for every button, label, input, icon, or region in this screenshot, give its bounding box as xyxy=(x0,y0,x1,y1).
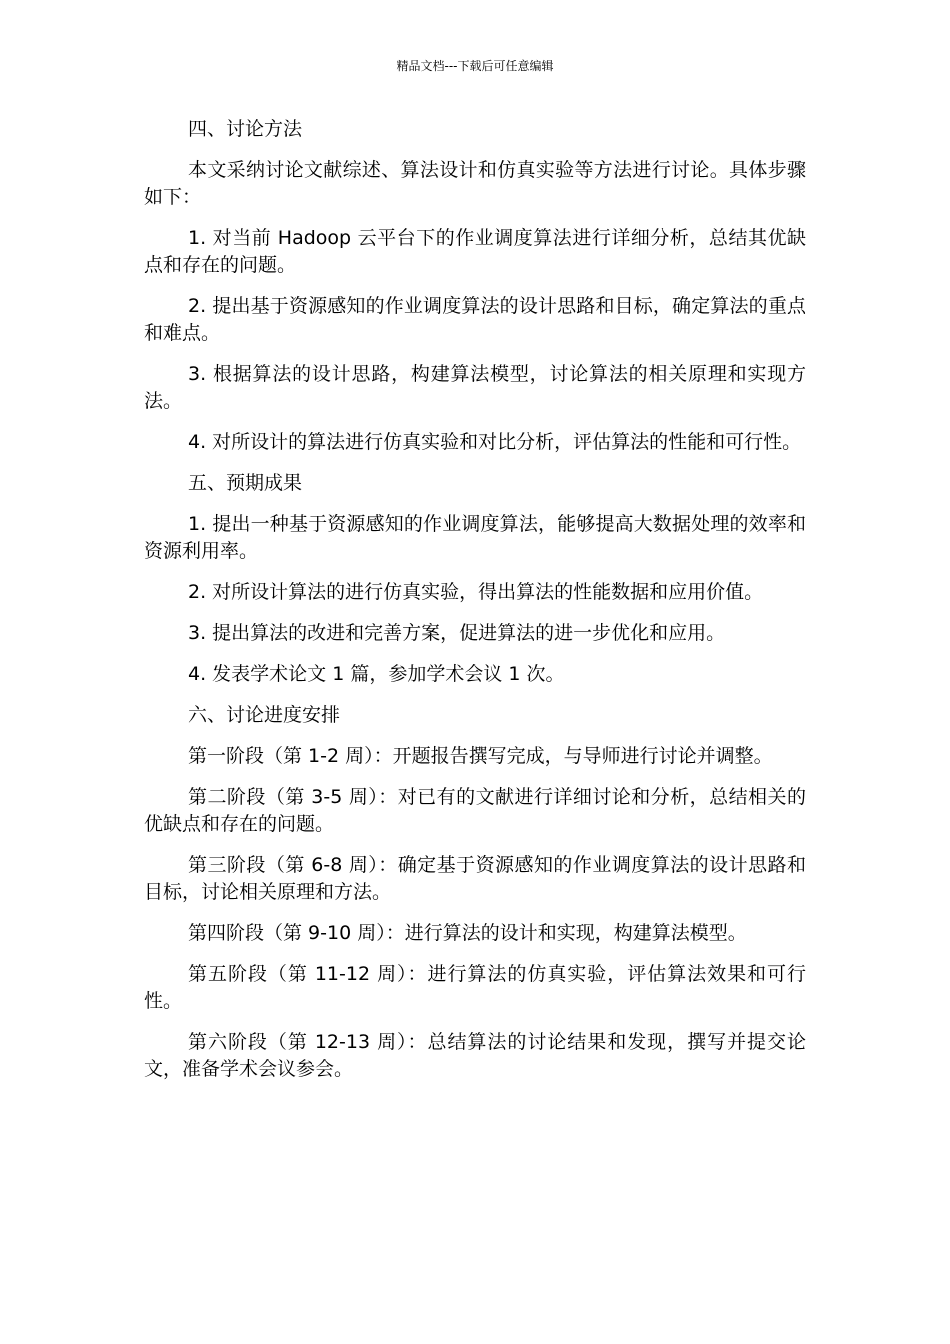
schedule-item: 第四阶段（第 9-10 周）：进行算法的设计和实现，构建算法模型。 xyxy=(188,922,747,944)
methods-step: 2. 提出基于资源感知的作业调度算法的设计思路和目标，确定算法的重点和难点。 xyxy=(144,295,806,344)
document-body xyxy=(144,116,806,1097)
methods-step: 1. 对当前 Hadoop 云平台下的作业调度算法进行详细分析，总结其优缺点和存在的问题。 xyxy=(144,227,806,276)
schedule-item: 第五阶段（第 11-12 周）：进行算法的仿真实验，评估算法效果和可行性。 xyxy=(144,963,806,1012)
methods-intro: 本文采纳讨论文献综述、算法设计和仿真实验等方法进行讨论。具体步骤如下： xyxy=(144,159,806,208)
outcome-item: 1. 提出一种基于资源感知的作业调度算法，能够提高大数据处理的效率和资源利用率。 xyxy=(144,513,806,562)
page-header: 精品文档---下载后可任意编辑 xyxy=(396,59,554,73)
outcome-item: 3. 提出算法的改进和完善方案，促进算法的进一步优化和应用。 xyxy=(188,622,726,644)
schedule-item: 第一阶段（第 1-2 周）：开题报告撰写完成，与导师进行讨论并调整。 xyxy=(188,745,773,767)
methods-step: 4. 对所设计的算法进行仿真实验和对比分析，评估算法的性能和可行性。 xyxy=(188,431,802,453)
schedule-item: 第三阶段（第 6-8 周）：确定基于资源感知的作业调度算法的设计思路和目标，讨论相关原理和方法。 xyxy=(144,854,806,903)
section-heading-outcomes: 五、预期成果 xyxy=(188,472,303,494)
schedule-item: 第六阶段（第 12-13 周）：总结算法的讨论结果和发现，撰写并提交论文，准备学术会议参会。 xyxy=(144,1031,806,1080)
schedule-item: 第二阶段（第 3-5 周）：对已有的文献进行详细讨论和分析，总结相关的优缺点和存在的问题。 xyxy=(144,786,806,835)
outcome-item: 2. 对所设计算法的进行仿真实验，得出算法的性能数据和应用价值。 xyxy=(188,581,764,603)
section-heading-schedule: 六、讨论进度安排 xyxy=(188,704,341,726)
section-heading-methods: 四、讨论方法 xyxy=(188,118,303,140)
methods-step: 3. 根据算法的设计思路，构建算法模型，讨论算法的相关原理和实现方法。 xyxy=(144,363,806,412)
outcome-item: 4. 发表学术论文 1 篇，参加学术会议 1 次。 xyxy=(188,663,565,685)
